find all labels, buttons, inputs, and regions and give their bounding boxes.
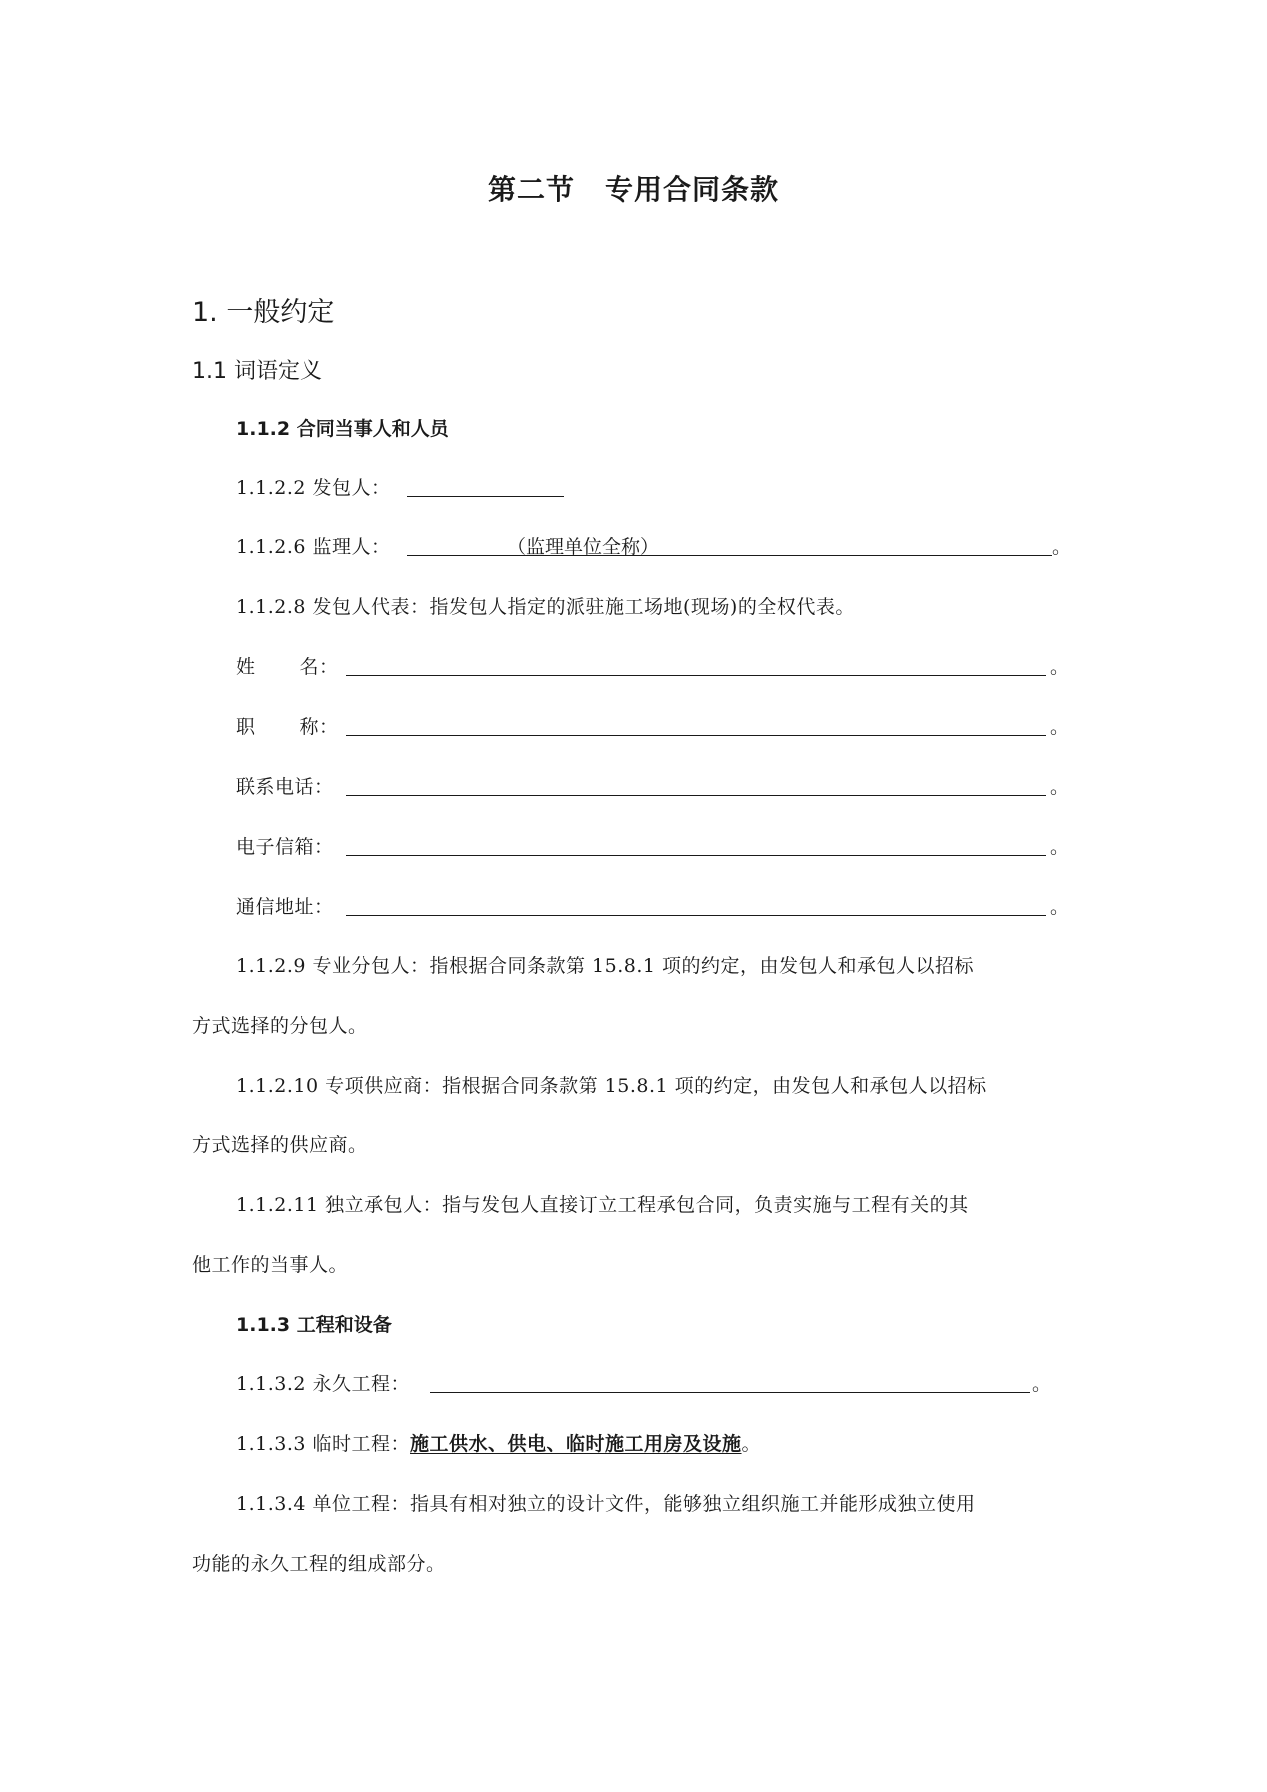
unit-works-line-2: 功能的永久工程的组成部分。 — [192, 1553, 446, 1575]
title-part2: 专用合同条款 — [605, 173, 780, 206]
supervisor-end-mark: 。 — [1052, 536, 1072, 558]
temporary-works-row — [236, 1429, 761, 1456]
subsection-heading-1-1-3: 1.1.3 工程和设备 — [236, 1314, 392, 1336]
section-heading-1: 1. 一般约定 — [192, 297, 335, 328]
temporary-works-label: 1.1.3.3 临时工程： — [236, 1433, 411, 1455]
subsection-heading-1-1-2: 1.1.2 合同当事人和人员 — [236, 418, 449, 440]
field-email-blank[interactable] — [346, 855, 1046, 856]
field-phone-end: 。 — [1050, 776, 1070, 798]
supplier-line-1: 1.1.2.10 专项供应商：指根据合同条款第 15.8.1 项的约定，由发包人和承包人以招标 — [236, 1075, 987, 1097]
field-email-end: 。 — [1050, 836, 1070, 858]
permanent-works-label: 1.1.3.2 永久工程： — [236, 1373, 411, 1395]
supervisor-blank[interactable] — [407, 555, 1052, 556]
employer-label: 1.1.2.2 发包人： — [236, 477, 391, 499]
permanent-works-end: 。 — [1032, 1373, 1052, 1395]
supervisor-hint: （监理单位全称） — [507, 536, 660, 558]
subcontractor-line-1: 1.1.2.9 专业分包人：指根据合同条款第 15.8.1 项的约定，由发包人和承包人以招标 — [236, 955, 975, 977]
unit-works-line-1: 1.1.3.4 单位工程：指具有相对独立的设计文件，能够独立组织施工并能形成独立使用 — [236, 1493, 976, 1515]
field-phone-blank[interactable] — [346, 795, 1046, 796]
permanent-works-blank[interactable] — [430, 1392, 1030, 1393]
section-heading-1-1: 1.1 词语定义 — [192, 359, 322, 384]
field-address-blank[interactable] — [346, 915, 1046, 916]
field-address-end: 。 — [1050, 896, 1070, 918]
field-address-label: 通信地址： — [236, 896, 334, 918]
independent-contractor-line-1: 1.1.2.11 独立承包人：指与发包人直接订立工程承包合同，负责实施与工程有关的其 — [236, 1194, 969, 1216]
supplier-line-2: 方式选择的供应商。 — [192, 1134, 368, 1156]
employer-rep-text: 1.1.2.8 发包人代表：指发包人指定的派驻施工场地(现场)的全权代表。 — [236, 596, 855, 618]
employer-blank[interactable] — [407, 496, 564, 497]
subcontractor-line-2: 方式选择的分包人。 — [192, 1015, 368, 1037]
field-name-label: 姓 名： — [236, 656, 339, 678]
field-title-end: 。 — [1050, 716, 1070, 738]
field-title-blank[interactable] — [346, 735, 1046, 736]
field-title-label: 职 称： — [236, 716, 339, 738]
field-phone-label: 联系电话： — [236, 776, 334, 798]
field-email-label: 电子信箱： — [236, 836, 334, 858]
field-name-blank[interactable] — [346, 675, 1046, 676]
field-name-end: 。 — [1050, 656, 1070, 678]
supervisor-label: 1.1.2.6 监理人： — [236, 536, 391, 558]
page-title — [0, 168, 1267, 208]
title-part1: 第二节 — [487, 173, 575, 206]
temporary-works-end: 。 — [741, 1433, 762, 1455]
temporary-works-value: 施工供水、供电、临时施工用房及设施 — [410, 1433, 742, 1455]
independent-contractor-line-2: 他工作的当事人。 — [192, 1254, 349, 1276]
